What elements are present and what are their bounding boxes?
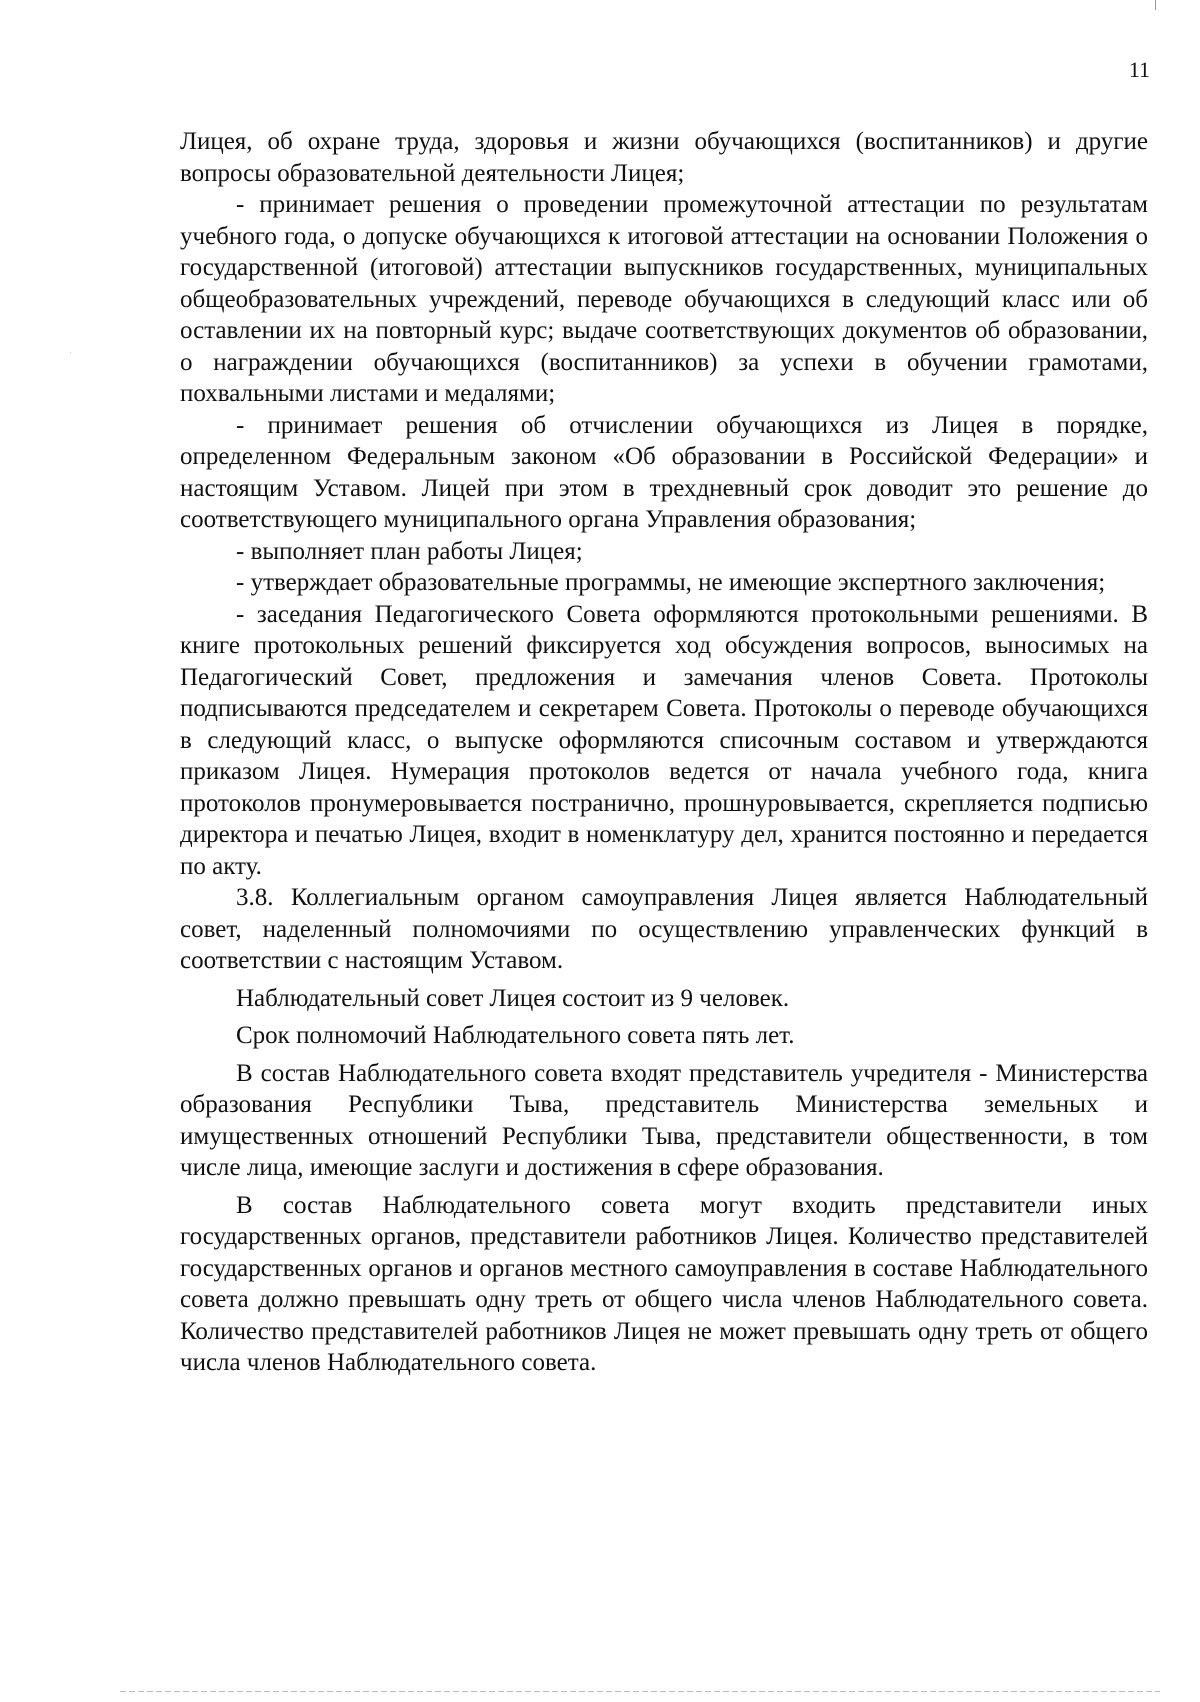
paragraph: 3.8. Коллегиальным органом самоуправления Лицея является Наблюдательный совет, наделенный полномочиями по осуществлению управленческих функций в соответствии с настоящим Уставом.: [180, 884, 1148, 974]
paragraph: В состав Наблюдательного совета могут входить представители иных государственных органов, представители работников Лицея. Количество представителей государственных органов и органов местного самоуправления в составе Наблюдательного совета должно превышать одну треть от общего числа членов Наблюдательного совета. Количество представителей работников Лицея не может превышать одну треть от общего числа членов Наблюдательного совета.: [180, 1191, 1148, 1376]
paragraph: Лицея, об охране труда, здоровья и жизни обучающихся (воспитанников) и другие вопросы образовательной деятельности Лицея;: [180, 128, 1148, 187]
paragraph: - утверждает образовательные программы, не имеющие экспертного заключения;: [236, 569, 1106, 596]
paragraph: В состав Наблюдательного совета входят представитель учредителя - Министерства образования Республики Тыва, представитель Министерства земельных и имущественных отношений Республики Тыва, представители общественности, в том числе лица, имеющие заслуги и достижения в сфере образования.: [180, 1059, 1148, 1181]
paragraph: - принимает решения об отчислении обучающихся из Лицея в порядке, определенном Федеральным законом «Об образовании в Российской Федерации» и настоящим Уставом. Лицей при этом в трехдневный срок доводит это решение до соответствующего муниципального органа Управления образования;: [180, 411, 1148, 533]
page-number: 11: [1128, 57, 1150, 82]
paragraph: - выполняет план работы Лицея;: [236, 537, 583, 565]
paragraph: - заседания Педагогического Совета оформляются протокольными решениями. В книге протокольных решений фиксируется ход обсуждения вопросов, выносимых на Педагогический Совет, предложения и замечания членов Совета. Протоколы подписываются председателем и секретарем Совета. Протоколы о переводе обучающихся в следующий класс, о выпуске оформляются списочным составом и утверждаются приказом Лицея. Нумерация протоколов ведется от начала учебного года, книга протоколов пронумеровывается постранично, прошнуровывается, скрепляется подписью директора и печатью Лицея, входит в номенклатуру дел, хранится постоянно и передается по акту.: [180, 600, 1148, 880]
document-body: [180, 126, 1148, 1379]
scan-bottom-edge: [120, 1691, 1160, 1692]
paragraph: - принимает решения о проведении промежуточной аттестации по результатам учебного года, о допуске обучающихся к итоговой аттестации на основании Положения о государственной (итоговой) аттестации выпускников государственных, муниципальных общеобразовательных учреждений, переводе обучающихся в следующий класс или об оставлении их на повторный курс; выдаче соответствующих документов об образовании, о награждении обучающихся (воспитанников) за успехи в обучении грамотами, похвальными листами и медалями;: [180, 191, 1148, 407]
paragraph: Наблюдательный совет Лицея состоит из 9 человек.: [236, 984, 790, 1012]
scan-speck: [70, 352, 71, 353]
paragraph: Срок полномочий Наблюдательного совета пять лет.: [236, 1022, 795, 1049]
scan-edge-mark: [1155, 0, 1156, 10]
